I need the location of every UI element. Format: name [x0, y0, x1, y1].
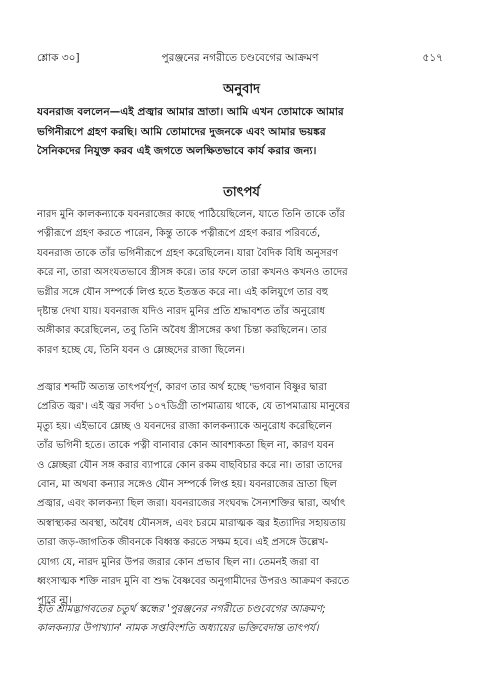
purport-line: তারা জড়-জাগতিক জীবনকে বিধ্বস্ত করতে সক্ষম হবে। এই প্রসঙ্গে উল্লেখ- — [37, 537, 329, 549]
colophon-line: কালকন্যার উপাখ্যান' নামক সপ্তবিংশতি অধ্যায়ের ভক্তিবেদান্ত তাৎপর্য। — [37, 623, 319, 634]
purport-line: ভগ্নীর সঙ্গে যৌন সম্পর্কে লিপ্ত হতে ইতস্তত করে না। এই কলিযুগে তার বহু — [37, 286, 329, 298]
translation-line: যবনরাজ বললেন—এই প্রজ্বার আমার ভ্রাতা। আমি এখন তোমাকে আমার — [37, 106, 344, 118]
purport-line: দৃষ্টান্ত দেখা যায়। যবনরাজ যদিও নারদ মুনির প্রতি শ্রদ্ধাবশত তাঁর অনুরোধ — [37, 306, 325, 318]
purport-line: প্রজ্বার, এবং কালকন্যা ছিল জরা। যবনরাজের সংঘবদ্ধ সৈন্যশক্তির দ্বারা, অর্থাৎ — [37, 498, 346, 510]
translation-text — [37, 103, 443, 162]
translation-line: সৈনিকদের নিযুক্ত করব এই জগতে অলক্ষিতভাবে কার্য করার জন্য। — [37, 145, 317, 157]
running-head — [37, 50, 443, 66]
purport-line: কারণ হচ্ছে যে, তিনি যবন ও ম্লেচ্ছদের রাজা ছিলেন। — [37, 344, 245, 356]
purport-line: করে না, তারা অসংযতভাবে স্ত্রীসঙ্গ করে। তার ফলে তারা কখনও কখনও তাদের — [37, 267, 348, 279]
purport-line: মৃত্যু হয়। এইভাবে ম্লেচ্ছ ও যবনদের রাজা কালকন্যাকে অনুরোধ করেছিলেন — [37, 420, 332, 432]
purport-line: অঙ্গীকার করেছিলেন, তবু তিনি অবৈধ স্ত্রীসঙ্গের কথা চিন্তা করছিলেন। তার — [37, 325, 327, 337]
page-number: ৫১৭ — [422, 52, 443, 64]
purport-line: প্রেরিত জ্বর'। এই জ্বর সর্বদা ১০৭ডিগ্রী তাপমাত্রায় থাকে, যে তাপমাত্রায় মানুষের — [37, 401, 350, 413]
purport-line: যোগ্য যে, নারদ মুনির উপর জরার কোন প্রভাব ছিল না। তেমনই জরা বা — [37, 556, 319, 568]
purport-line: অস্বাস্থ্যকর অবস্থা, অবৈধ যৌনসঙ্গ, এবং চরমে মারাত্মক জ্বর ইত্যাদির সহায়তায় — [37, 517, 346, 529]
purport-line: তাঁর ভগিনী হতে। তাকে পত্নী বানাবার কোন আবশ্যকতা ছিল না, কারণ যবন — [37, 440, 335, 452]
chapter-colophon — [37, 600, 443, 638]
purport-line: ও ম্লেচ্ছরা যৌন সঙ্গ করার ব্যাপারে কোন রকম বাছবিচার করে না। তারা তাদের — [37, 459, 343, 471]
chapter-title: পুরঞ্জনের নগরীতে চণ্ডবেগের আক্রমণ — [161, 52, 319, 64]
translation-heading: অনুবাদ — [223, 82, 260, 97]
purport-line: বোন, মা অথবা কন্যার সঙ্গেও যৌন সম্পর্কে লিপ্ত হয়। যবনরাজের ভ্রাতা ছিল — [37, 479, 337, 491]
purport-line: ধ্বংসাত্মক শক্তি নারদ মুনি বা শুদ্ধ বৈষ্ণবের অনুগামীদের উপরও আক্রমণ করতে — [37, 576, 350, 588]
purport-paragraph-1 — [37, 205, 443, 360]
purport-line: যবনরাজ তাকে তাঁর ভগিনীরূপে গ্রহণ করেছিলেন। যারা বৈদিক বিধি অনুসরণ — [37, 247, 339, 259]
purport-paragraph-2 — [37, 378, 443, 611]
purport-line: পারে না। — [37, 595, 72, 607]
purport-heading: তাৎপর্য — [223, 185, 260, 200]
purport-line: প্রজ্বার শব্দটি অত্যন্ত তাৎপর্যপূর্ণ, কারণ তার অর্থ হচ্ছে 'ভগবান বিষ্ণুর দ্বারা — [37, 382, 327, 393]
purport-line: নারদ মুনি কালকন্যাকে যবনরাজের কাছে পাঠিয়েছিলেন, যাতে তিনি তাকে তাঁর — [37, 209, 345, 220]
colophon-line: ইতি শ্রীমদ্ভাগবতের চতুর্থ স্কন্ধের 'পুরঞ্জনের নগরীতে চণ্ডবেগের আক্রমণ; — [37, 604, 326, 615]
translation-line: ভগিনীরূপে গ্রহণ করছি। আমি তোমাদের দুজনকে এবং আমার ভয়ঙ্কর — [37, 125, 326, 138]
verse-reference: শ্লোক ৩০] — [37, 52, 80, 64]
purport-line: পত্নীরূপে গ্রহণ করতে পারেন, কিন্তু তাকে পত্নীরূপে গ্রহণ করার পরিবর্তে, — [37, 228, 321, 240]
